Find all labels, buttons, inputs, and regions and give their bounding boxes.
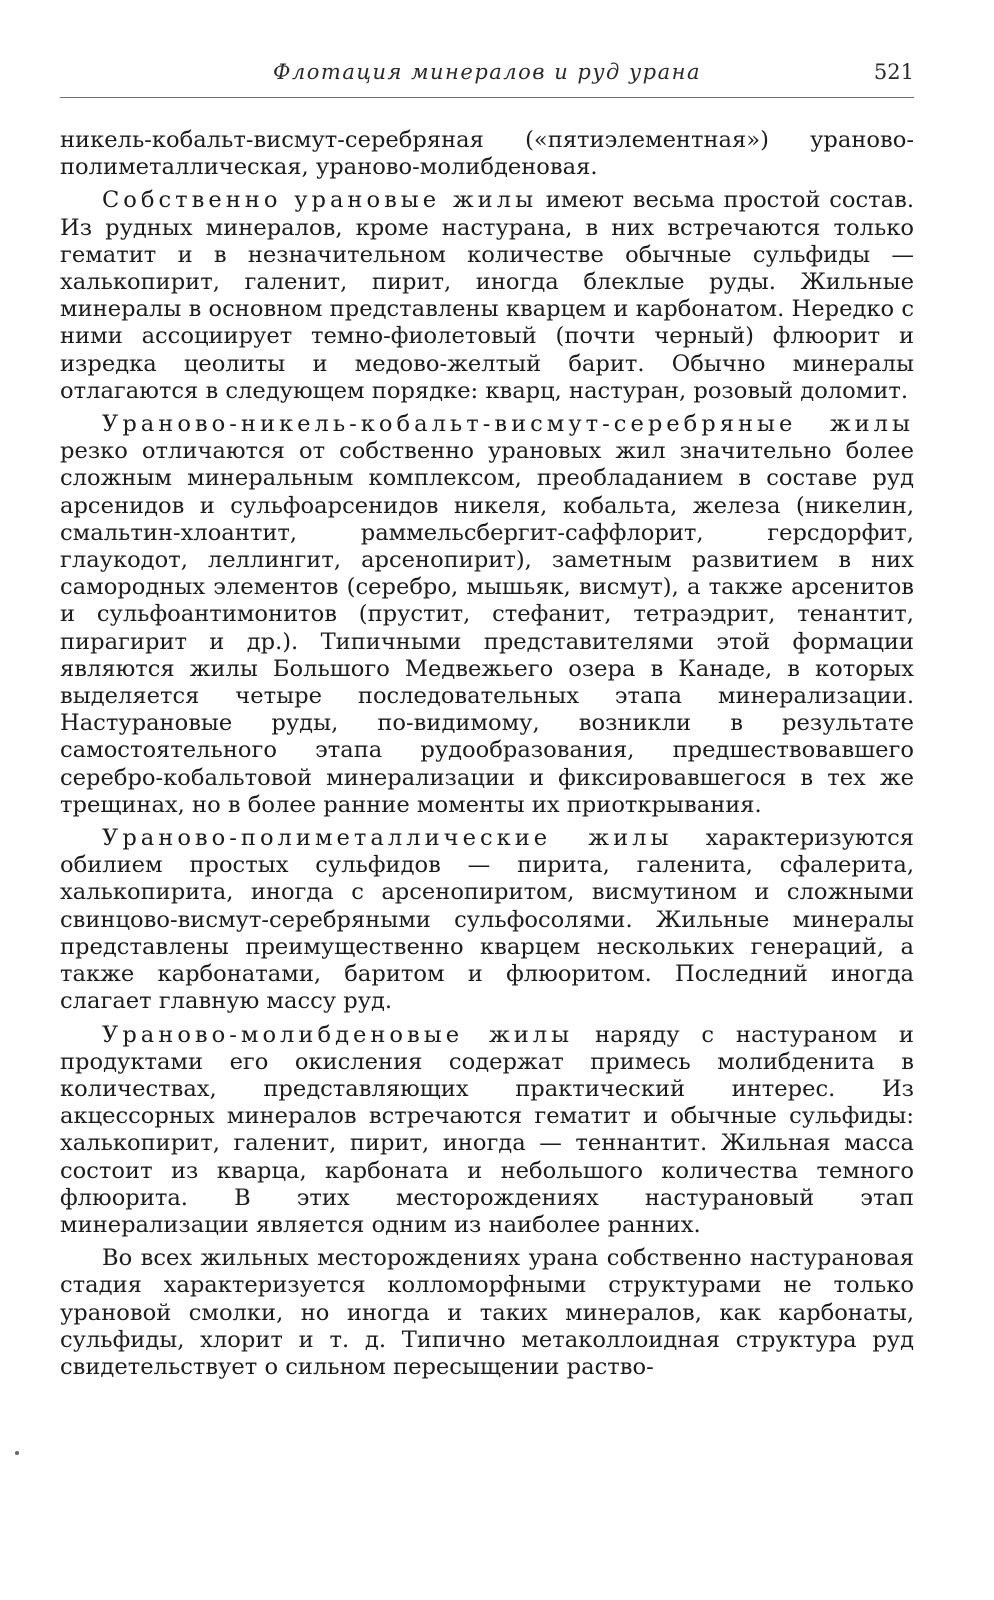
page-header	[60, 60, 914, 100]
paragraph-text: резко отличаются от собственно урановых жил значительно более сложным минеральным комплексом, преобладанием в составе руд арсенидов и сульфоарсенидов никеля, кобальта, железа (никелин, смальтин-хлоантит, раммельсбергит-саффлорит, герсдорфит, глаукодот, леллингит, арсенопирит), заметным развитием в них самородных элементов (серебро, мышьяк, висмут), а также арсенитов и сульфоантимонитов (прустит, стефанит, тетраэдрит, тенантит, пирагирит и др.). Типичными представителями этой формации являются жилы Большого Медвежьего озера в Канаде, в которых выделяется четыре последовательных этапа минерализации. Настурановые руды, по-видимому, возникли в результате самостоятельного этапа рудообразования, предшествовавшего серебро-кобальтовой минерализации и фиксировавшегося в тех же трещинах, но в более ранние моменты их приоткрывания.	[60, 438, 914, 818]
paragraph-polymetallic-veins	[60, 825, 914, 1015]
paragraph-lead-term: Собственно урановые жилы	[102, 187, 538, 214]
body-text	[60, 127, 914, 1387]
margin-speck	[15, 1451, 19, 1455]
paragraph-text: характеризуются обилием простых сульфидов — пирита, галенита, сфалерита, халькопирита, иногда с арсенопиритом, висмутином и сложными свинцово-висмут-серебряными сульфосолями. Жильные минералы представлены преимущественно кварцем нескольких генераций, а также карбонатами, баритом и флюоритом. Последний иногда слагает главную массу руд.	[60, 825, 914, 1015]
page-number: 521	[873, 60, 914, 84]
running-title: Флотация минералов и руд урана	[272, 60, 701, 84]
paragraph-lead-term: Ураново-молибденовые жилы	[102, 1021, 574, 1048]
paragraph-text: имеют весьма простой состав. Из рудных минералов, кроме настурана, в них встречаются только гематит и в незначительном количестве обычные сульфиды — халькопирит, галенит, пирит, иногда блеклые руды. Жильные минералы в основном представлены кварцем и карбонатом. Нередко с ними ассоциирует темно-фиолетовый (почти черный) флюорит и изредка цеолиты и медово-желтый барит. Обычно минералы отлагаются в следующем порядке: кварц, настуран, розовый доломит.	[60, 187, 914, 404]
paragraph-text: наряду с настураном и продуктами его окисления содержат примесь молибденита в количествах, представляющих практический интерес. Из акцессорных минералов встречаются гематит и обычные сульфиды: халькопирит, галенит, пирит, иногда — теннантит. Жильная масса состоит из кварца, карбоната и небольшого количества темного флюорита. В этих месторождениях настурановый этап минерализации является одним из наиболее ранних.	[60, 1021, 914, 1238]
paragraph-lead-term: Ураново-никель-кобальт-висмут-серебряные жилы	[102, 411, 914, 438]
paragraph-text: никель-кобальт-висмут-серебряная («пятиэлементная») ураново-полиметаллическая, ураново-молибденовая.	[60, 127, 914, 181]
paragraph-continuation	[60, 127, 914, 181]
paragraph-uranium-veins	[60, 187, 914, 405]
paragraph-five-element-veins	[60, 411, 914, 819]
paragraph-lead-term: Ураново-полиметаллические жилы	[102, 825, 673, 852]
paragraph-colloform-structures	[60, 1245, 914, 1381]
paragraph-molybdenum-veins	[60, 1022, 914, 1240]
paragraph-text: Во всех жильных месторождениях урана собственно настурановая стадия характеризуется колломорфными структурами не только урановой смолки, но иногда и таких минералов, как карбонаты, сульфиды, хлорит и т. д. Типично метаколлоидная структура руд свидетельствует о сильном пересыщении раство-	[60, 1245, 914, 1380]
header-rule	[60, 97, 914, 98]
